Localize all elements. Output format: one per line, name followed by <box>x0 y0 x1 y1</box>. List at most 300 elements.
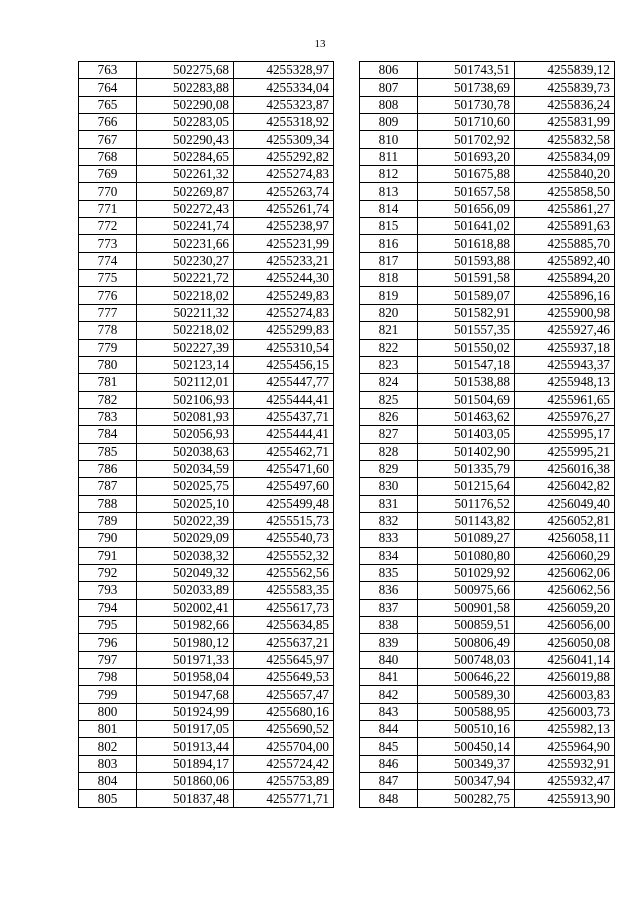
point-number-cell: 837 <box>360 599 418 616</box>
point-number-cell: 844 <box>360 721 418 738</box>
point-number-cell: 792 <box>79 564 137 581</box>
point-number-cell: 774 <box>79 252 137 269</box>
point-number-cell: 811 <box>360 148 418 165</box>
x-coordinate-cell: 501403,05 <box>418 426 515 443</box>
y-coordinate-cell: 4255323,87 <box>234 96 334 113</box>
point-number-cell: 822 <box>360 339 418 356</box>
x-coordinate-cell: 502290,43 <box>137 131 234 148</box>
y-coordinate-cell: 4255274,83 <box>234 304 334 321</box>
point-number-cell: 826 <box>360 408 418 425</box>
x-coordinate-cell: 501980,12 <box>137 634 234 651</box>
x-coordinate-cell: 501710,60 <box>418 114 515 131</box>
point-number-cell: 790 <box>79 530 137 547</box>
point-number-cell: 784 <box>79 426 137 443</box>
x-coordinate-cell: 501550,02 <box>418 339 515 356</box>
table-row <box>79 166 334 183</box>
point-number-cell: 816 <box>360 235 418 252</box>
x-coordinate-cell: 502106,93 <box>137 391 234 408</box>
table-row <box>79 755 334 772</box>
x-coordinate-cell: 501504,69 <box>418 391 515 408</box>
y-coordinate-cell: 4255540,73 <box>234 530 334 547</box>
table-row <box>79 651 334 668</box>
table-row <box>360 408 615 425</box>
y-coordinate-cell: 4255932,47 <box>515 773 615 790</box>
y-coordinate-cell: 4255462,71 <box>234 443 334 460</box>
coordinates-table-right <box>359 61 615 808</box>
table-row <box>79 460 334 477</box>
point-number-cell: 769 <box>79 166 137 183</box>
y-coordinate-cell: 4255299,83 <box>234 322 334 339</box>
x-coordinate-cell: 501982,66 <box>137 617 234 634</box>
y-coordinate-cell: 4255943,37 <box>515 356 615 373</box>
y-coordinate-cell: 4255690,52 <box>234 721 334 738</box>
point-number-cell: 776 <box>79 287 137 304</box>
table-row <box>79 287 334 304</box>
x-coordinate-cell: 502221,72 <box>137 270 234 287</box>
y-coordinate-cell: 4255839,73 <box>515 79 615 96</box>
point-number-cell: 805 <box>79 790 137 807</box>
x-coordinate-cell: 502231,66 <box>137 235 234 252</box>
table-row <box>360 721 615 738</box>
x-coordinate-cell: 502230,27 <box>137 252 234 269</box>
y-coordinate-cell: 4255724,42 <box>234 755 334 772</box>
y-coordinate-cell: 4255499,48 <box>234 495 334 512</box>
y-coordinate-cell: 4255840,20 <box>515 166 615 183</box>
point-number-cell: 835 <box>360 564 418 581</box>
table-row <box>79 686 334 703</box>
table-row <box>360 495 615 512</box>
point-number-cell: 842 <box>360 686 418 703</box>
table-row <box>360 252 615 269</box>
y-coordinate-cell: 4255894,20 <box>515 270 615 287</box>
y-coordinate-cell: 4255261,74 <box>234 200 334 217</box>
x-coordinate-cell: 501730,78 <box>418 96 515 113</box>
y-coordinate-cell: 4256052,81 <box>515 512 615 529</box>
y-coordinate-cell: 4255318,92 <box>234 114 334 131</box>
y-coordinate-cell: 4255274,83 <box>234 166 334 183</box>
point-number-cell: 815 <box>360 218 418 235</box>
table-row <box>360 478 615 495</box>
x-coordinate-cell: 502002,41 <box>137 599 234 616</box>
y-coordinate-cell: 4256003,73 <box>515 703 615 720</box>
table-row <box>79 270 334 287</box>
table-row <box>360 131 615 148</box>
point-number-cell: 810 <box>360 131 418 148</box>
table-row <box>360 114 615 131</box>
table-row <box>79 512 334 529</box>
table-row <box>360 322 615 339</box>
point-number-cell: 803 <box>79 755 137 772</box>
y-coordinate-cell: 4256058,11 <box>515 530 615 547</box>
point-number-cell: 814 <box>360 200 418 217</box>
table-row <box>79 374 334 391</box>
table-row <box>360 755 615 772</box>
point-number-cell: 841 <box>360 669 418 686</box>
point-number-cell: 800 <box>79 703 137 720</box>
y-coordinate-cell: 4255704,00 <box>234 738 334 755</box>
table-row <box>79 443 334 460</box>
y-coordinate-cell: 4255891,63 <box>515 218 615 235</box>
point-number-cell: 775 <box>79 270 137 287</box>
x-coordinate-cell: 502112,01 <box>137 374 234 391</box>
table-row <box>79 634 334 651</box>
y-coordinate-cell: 4255649,53 <box>234 669 334 686</box>
x-coordinate-cell: 502261,32 <box>137 166 234 183</box>
table-row <box>79 599 334 616</box>
x-coordinate-cell: 501958,04 <box>137 669 234 686</box>
table-row <box>360 634 615 651</box>
table-row <box>360 738 615 755</box>
point-number-cell: 831 <box>360 495 418 512</box>
y-coordinate-cell: 4255334,04 <box>234 79 334 96</box>
point-number-cell: 785 <box>79 443 137 460</box>
x-coordinate-cell: 501557,35 <box>418 322 515 339</box>
x-coordinate-cell: 501693,20 <box>418 148 515 165</box>
x-coordinate-cell: 500806,49 <box>418 634 515 651</box>
x-coordinate-cell: 502241,74 <box>137 218 234 235</box>
y-coordinate-cell: 4256056,00 <box>515 617 615 634</box>
table-row <box>79 738 334 755</box>
y-coordinate-cell: 4256050,08 <box>515 634 615 651</box>
point-number-cell: 821 <box>360 322 418 339</box>
point-number-cell: 832 <box>360 512 418 529</box>
y-coordinate-cell: 4255657,47 <box>234 686 334 703</box>
y-coordinate-cell: 4256042,82 <box>515 478 615 495</box>
table-row <box>79 79 334 96</box>
y-coordinate-cell: 4255637,21 <box>234 634 334 651</box>
y-coordinate-cell: 4255515,73 <box>234 512 334 529</box>
x-coordinate-cell: 501894,17 <box>137 755 234 772</box>
point-number-cell: 772 <box>79 218 137 235</box>
point-number-cell: 818 <box>360 270 418 287</box>
x-coordinate-cell: 501656,09 <box>418 200 515 217</box>
x-coordinate-cell: 501176,52 <box>418 495 515 512</box>
point-number-cell: 840 <box>360 651 418 668</box>
table-row <box>79 721 334 738</box>
x-coordinate-cell: 502283,88 <box>137 79 234 96</box>
y-coordinate-cell: 4255976,27 <box>515 408 615 425</box>
point-number-cell: 834 <box>360 547 418 564</box>
table-row <box>79 148 334 165</box>
y-coordinate-cell: 4255753,89 <box>234 773 334 790</box>
point-number-cell: 806 <box>360 62 418 79</box>
table-row <box>79 96 334 113</box>
table-row <box>79 478 334 495</box>
point-number-cell: 791 <box>79 547 137 564</box>
table-row <box>79 304 334 321</box>
point-number-cell: 823 <box>360 356 418 373</box>
y-coordinate-cell: 4255995,17 <box>515 426 615 443</box>
y-coordinate-cell: 4255861,27 <box>515 200 615 217</box>
x-coordinate-cell: 501641,02 <box>418 218 515 235</box>
table-row <box>79 582 334 599</box>
y-coordinate-cell: 4255831,99 <box>515 114 615 131</box>
point-number-cell: 797 <box>79 651 137 668</box>
table-body <box>360 62 615 808</box>
x-coordinate-cell: 502025,75 <box>137 478 234 495</box>
x-coordinate-cell: 502034,59 <box>137 460 234 477</box>
point-number-cell: 808 <box>360 96 418 113</box>
point-number-cell: 768 <box>79 148 137 165</box>
table-row <box>360 686 615 703</box>
table-row <box>79 200 334 217</box>
point-number-cell: 830 <box>360 478 418 495</box>
x-coordinate-cell: 501593,88 <box>418 252 515 269</box>
y-coordinate-cell: 4255982,13 <box>515 721 615 738</box>
table-row <box>79 426 334 443</box>
x-coordinate-cell: 500589,30 <box>418 686 515 703</box>
x-coordinate-cell: 502272,43 <box>137 200 234 217</box>
y-coordinate-cell: 4255456,15 <box>234 356 334 373</box>
point-number-cell: 801 <box>79 721 137 738</box>
x-coordinate-cell: 502038,32 <box>137 547 234 564</box>
point-number-cell: 799 <box>79 686 137 703</box>
x-coordinate-cell: 500646,22 <box>418 669 515 686</box>
point-number-cell: 780 <box>79 356 137 373</box>
x-coordinate-cell: 501837,48 <box>137 790 234 807</box>
point-number-cell: 770 <box>79 183 137 200</box>
y-coordinate-cell: 4255231,99 <box>234 235 334 252</box>
table-row <box>360 512 615 529</box>
point-number-cell: 820 <box>360 304 418 321</box>
point-number-cell: 809 <box>360 114 418 131</box>
x-coordinate-cell: 501029,92 <box>418 564 515 581</box>
y-coordinate-cell: 4255832,58 <box>515 131 615 148</box>
x-coordinate-cell: 500347,94 <box>418 773 515 790</box>
y-coordinate-cell: 4255680,16 <box>234 703 334 720</box>
x-coordinate-cell: 502284,65 <box>137 148 234 165</box>
point-number-cell: 789 <box>79 512 137 529</box>
y-coordinate-cell: 4255961,65 <box>515 391 615 408</box>
x-coordinate-cell: 501947,68 <box>137 686 234 703</box>
point-number-cell: 802 <box>79 738 137 755</box>
point-number-cell: 847 <box>360 773 418 790</box>
table-row <box>79 790 334 807</box>
y-coordinate-cell: 4255238,97 <box>234 218 334 235</box>
y-coordinate-cell: 4255444,41 <box>234 391 334 408</box>
point-number-cell: 778 <box>79 322 137 339</box>
x-coordinate-cell: 501618,88 <box>418 235 515 252</box>
x-coordinate-cell: 502218,02 <box>137 322 234 339</box>
x-coordinate-cell: 501743,51 <box>418 62 515 79</box>
point-number-cell: 833 <box>360 530 418 547</box>
table-row <box>360 148 615 165</box>
table-row <box>360 530 615 547</box>
x-coordinate-cell: 501675,88 <box>418 166 515 183</box>
y-coordinate-cell: 4255634,85 <box>234 617 334 634</box>
point-number-cell: 798 <box>79 669 137 686</box>
table-row <box>360 287 615 304</box>
point-number-cell: 779 <box>79 339 137 356</box>
y-coordinate-cell: 4256003,83 <box>515 686 615 703</box>
table-row <box>79 547 334 564</box>
x-coordinate-cell: 502081,93 <box>137 408 234 425</box>
point-number-cell: 845 <box>360 738 418 755</box>
point-number-cell: 848 <box>360 790 418 807</box>
x-coordinate-cell: 502275,68 <box>137 62 234 79</box>
table-row <box>79 252 334 269</box>
table-row <box>79 669 334 686</box>
x-coordinate-cell: 501402,90 <box>418 443 515 460</box>
x-coordinate-cell: 501089,27 <box>418 530 515 547</box>
x-coordinate-cell: 502218,02 <box>137 287 234 304</box>
point-number-cell: 773 <box>79 235 137 252</box>
x-coordinate-cell: 500450,14 <box>418 738 515 755</box>
x-coordinate-cell: 501589,07 <box>418 287 515 304</box>
x-coordinate-cell: 501913,44 <box>137 738 234 755</box>
table-row <box>360 564 615 581</box>
y-coordinate-cell: 4255645,97 <box>234 651 334 668</box>
point-number-cell: 764 <box>79 79 137 96</box>
point-number-cell: 836 <box>360 582 418 599</box>
point-number-cell: 765 <box>79 96 137 113</box>
x-coordinate-cell: 501738,69 <box>418 79 515 96</box>
point-number-cell: 819 <box>360 287 418 304</box>
y-coordinate-cell: 4255834,09 <box>515 148 615 165</box>
table-row <box>79 235 334 252</box>
point-number-cell: 783 <box>79 408 137 425</box>
table-row <box>360 304 615 321</box>
y-coordinate-cell: 4255948,13 <box>515 374 615 391</box>
y-coordinate-cell: 4255583,35 <box>234 582 334 599</box>
table-row <box>360 703 615 720</box>
point-number-cell: 839 <box>360 634 418 651</box>
y-coordinate-cell: 4255617,73 <box>234 599 334 616</box>
point-number-cell: 796 <box>79 634 137 651</box>
y-coordinate-cell: 4255263,74 <box>234 183 334 200</box>
y-coordinate-cell: 4255964,90 <box>515 738 615 755</box>
x-coordinate-cell: 501463,62 <box>418 408 515 425</box>
table-row <box>360 669 615 686</box>
y-coordinate-cell: 4256062,56 <box>515 582 615 599</box>
table-row <box>360 218 615 235</box>
table-row <box>360 62 615 79</box>
table-row <box>79 530 334 547</box>
x-coordinate-cell: 502269,87 <box>137 183 234 200</box>
y-coordinate-cell: 4256019,88 <box>515 669 615 686</box>
table-row <box>360 356 615 373</box>
x-coordinate-cell: 500349,37 <box>418 755 515 772</box>
x-coordinate-cell: 502227,39 <box>137 339 234 356</box>
y-coordinate-cell: 4255562,56 <box>234 564 334 581</box>
y-coordinate-cell: 4255249,83 <box>234 287 334 304</box>
y-coordinate-cell: 4256060,29 <box>515 547 615 564</box>
x-coordinate-cell: 501917,05 <box>137 721 234 738</box>
point-number-cell: 824 <box>360 374 418 391</box>
x-coordinate-cell: 501143,82 <box>418 512 515 529</box>
point-number-cell: 812 <box>360 166 418 183</box>
point-number-cell: 807 <box>360 79 418 96</box>
y-coordinate-cell: 4256049,40 <box>515 495 615 512</box>
y-coordinate-cell: 4255836,24 <box>515 96 615 113</box>
table-row <box>360 391 615 408</box>
x-coordinate-cell: 500901,58 <box>418 599 515 616</box>
y-coordinate-cell: 4255913,90 <box>515 790 615 807</box>
point-number-cell: 777 <box>79 304 137 321</box>
point-number-cell: 771 <box>79 200 137 217</box>
table-row <box>360 374 615 391</box>
y-coordinate-cell: 4255233,21 <box>234 252 334 269</box>
x-coordinate-cell: 502022,39 <box>137 512 234 529</box>
table-row <box>360 79 615 96</box>
y-coordinate-cell: 4255858,50 <box>515 183 615 200</box>
x-coordinate-cell: 502049,32 <box>137 564 234 581</box>
table-body <box>79 62 334 808</box>
y-coordinate-cell: 4255995,21 <box>515 443 615 460</box>
table-row <box>79 617 334 634</box>
point-number-cell: 828 <box>360 443 418 460</box>
point-number-cell: 766 <box>79 114 137 131</box>
table-row <box>360 166 615 183</box>
x-coordinate-cell: 502056,93 <box>137 426 234 443</box>
point-number-cell: 817 <box>360 252 418 269</box>
coordinates-table-left <box>78 61 334 808</box>
table-row <box>79 408 334 425</box>
x-coordinate-cell: 502123,14 <box>137 356 234 373</box>
point-number-cell: 794 <box>79 599 137 616</box>
table-row <box>360 599 615 616</box>
table-row <box>79 339 334 356</box>
y-coordinate-cell: 4255444,41 <box>234 426 334 443</box>
y-coordinate-cell: 4255937,18 <box>515 339 615 356</box>
table-row <box>360 339 615 356</box>
y-coordinate-cell: 4255292,82 <box>234 148 334 165</box>
y-coordinate-cell: 4256016,38 <box>515 460 615 477</box>
y-coordinate-cell: 4255892,40 <box>515 252 615 269</box>
table-row <box>360 460 615 477</box>
y-coordinate-cell: 4256062,06 <box>515 564 615 581</box>
point-number-cell: 825 <box>360 391 418 408</box>
x-coordinate-cell: 502029,09 <box>137 530 234 547</box>
table-row <box>360 790 615 807</box>
x-coordinate-cell: 501657,58 <box>418 183 515 200</box>
point-number-cell: 787 <box>79 478 137 495</box>
table-row <box>79 218 334 235</box>
x-coordinate-cell: 500975,66 <box>418 582 515 599</box>
x-coordinate-cell: 501335,79 <box>418 460 515 477</box>
point-number-cell: 793 <box>79 582 137 599</box>
x-coordinate-cell: 501080,80 <box>418 547 515 564</box>
table-row <box>79 322 334 339</box>
table-row <box>360 235 615 252</box>
x-coordinate-cell: 501702,92 <box>418 131 515 148</box>
table-row <box>79 114 334 131</box>
table-row <box>360 617 615 634</box>
table-row <box>360 443 615 460</box>
x-coordinate-cell: 502025,10 <box>137 495 234 512</box>
y-coordinate-cell: 4255927,46 <box>515 322 615 339</box>
point-number-cell: 804 <box>79 773 137 790</box>
y-coordinate-cell: 4255244,30 <box>234 270 334 287</box>
x-coordinate-cell: 502211,32 <box>137 304 234 321</box>
table-row <box>79 773 334 790</box>
y-coordinate-cell: 4255771,71 <box>234 790 334 807</box>
table-row <box>360 183 615 200</box>
point-number-cell: 827 <box>360 426 418 443</box>
x-coordinate-cell: 502033,89 <box>137 582 234 599</box>
point-number-cell: 795 <box>79 617 137 634</box>
y-coordinate-cell: 4255839,12 <box>515 62 615 79</box>
point-number-cell: 763 <box>79 62 137 79</box>
y-coordinate-cell: 4255328,97 <box>234 62 334 79</box>
x-coordinate-cell: 501538,88 <box>418 374 515 391</box>
y-coordinate-cell: 4255932,91 <box>515 755 615 772</box>
point-number-cell: 829 <box>360 460 418 477</box>
page-number: 13 <box>314 38 326 50</box>
x-coordinate-cell: 501591,58 <box>418 270 515 287</box>
table-row <box>360 547 615 564</box>
table-row <box>360 651 615 668</box>
